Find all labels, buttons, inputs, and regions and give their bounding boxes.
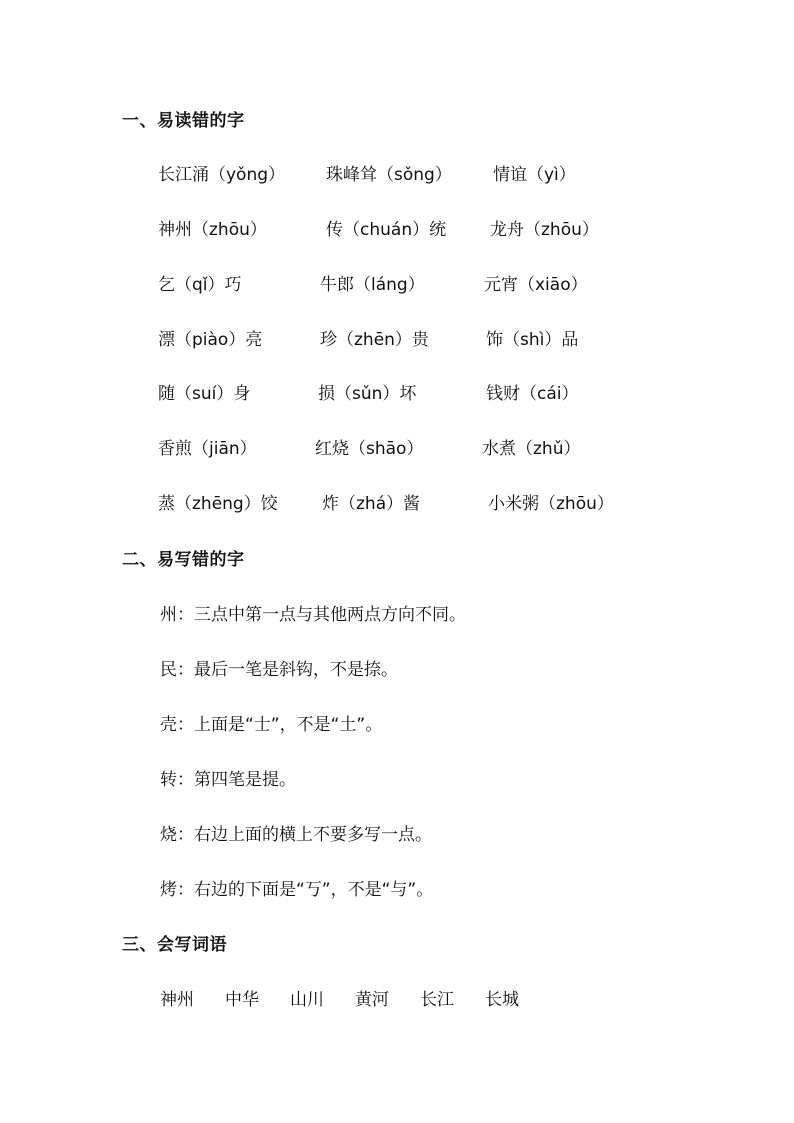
vocab-word: 长城 bbox=[485, 990, 519, 1010]
reading-item: 饰（shì）品 bbox=[486, 330, 579, 350]
writing-rule: 转：第四笔是提。 bbox=[160, 770, 296, 790]
vocab-word: 长江 bbox=[420, 990, 454, 1010]
writing-rule: 民：最后一笔是斜钩，不是捺。 bbox=[160, 660, 398, 680]
reading-item: 蒸（zhēng）饺 bbox=[158, 494, 278, 514]
reading-item: 损（sǔn）坏 bbox=[318, 384, 417, 404]
vocab-word: 神州 bbox=[160, 990, 194, 1010]
reading-item: 元宵（xiāo） bbox=[484, 275, 588, 295]
reading-item: 长江涌（yǒng） bbox=[158, 165, 286, 185]
reading-item: 红烧（shāo） bbox=[315, 439, 424, 459]
writing-rule: 烤：右边的下面是“丂”，不是“与”。 bbox=[160, 880, 434, 900]
writing-rule: 烧：右边上面的横上不要多写一点。 bbox=[160, 825, 432, 845]
reading-item: 炸（zhá）酱 bbox=[322, 494, 421, 514]
reading-item: 随（suí）身 bbox=[158, 384, 251, 404]
reading-item: 乞（qǐ）巧 bbox=[158, 275, 242, 295]
reading-item: 牛郎（láng） bbox=[320, 275, 425, 295]
reading-item: 传（chuán）统 bbox=[326, 220, 447, 240]
reading-item: 龙舟（zhōu） bbox=[490, 220, 599, 240]
vocab-word: 黄河 bbox=[355, 990, 389, 1010]
reading-item: 情谊（yì） bbox=[493, 165, 576, 185]
reading-item: 珍（zhēn）贵 bbox=[320, 330, 429, 350]
vocab-word: 山川 bbox=[290, 990, 324, 1010]
reading-item: 神州（zhōu） bbox=[158, 220, 267, 240]
section-1-heading: 一、易读错的字 bbox=[122, 111, 245, 131]
reading-item: 漂（piào）亮 bbox=[158, 330, 263, 350]
reading-item: 香煎（jiān） bbox=[158, 439, 257, 459]
writing-rule: 壳：上面是“士”，不是“土”。 bbox=[160, 715, 383, 735]
reading-item: 水煮（zhǔ） bbox=[482, 439, 581, 459]
reading-item: 钱财（cái） bbox=[486, 384, 579, 404]
writing-rule: 州：三点中第一点与其他两点方向不同。 bbox=[160, 605, 466, 625]
vocab-word: 中华 bbox=[225, 990, 259, 1010]
reading-item: 小米粥（zhōu） bbox=[488, 494, 614, 514]
section-3-heading: 三、会写词语 bbox=[122, 935, 227, 955]
reading-item: 珠峰耸（sǒng） bbox=[326, 165, 452, 185]
section-2-heading: 二、易写错的字 bbox=[122, 550, 245, 570]
